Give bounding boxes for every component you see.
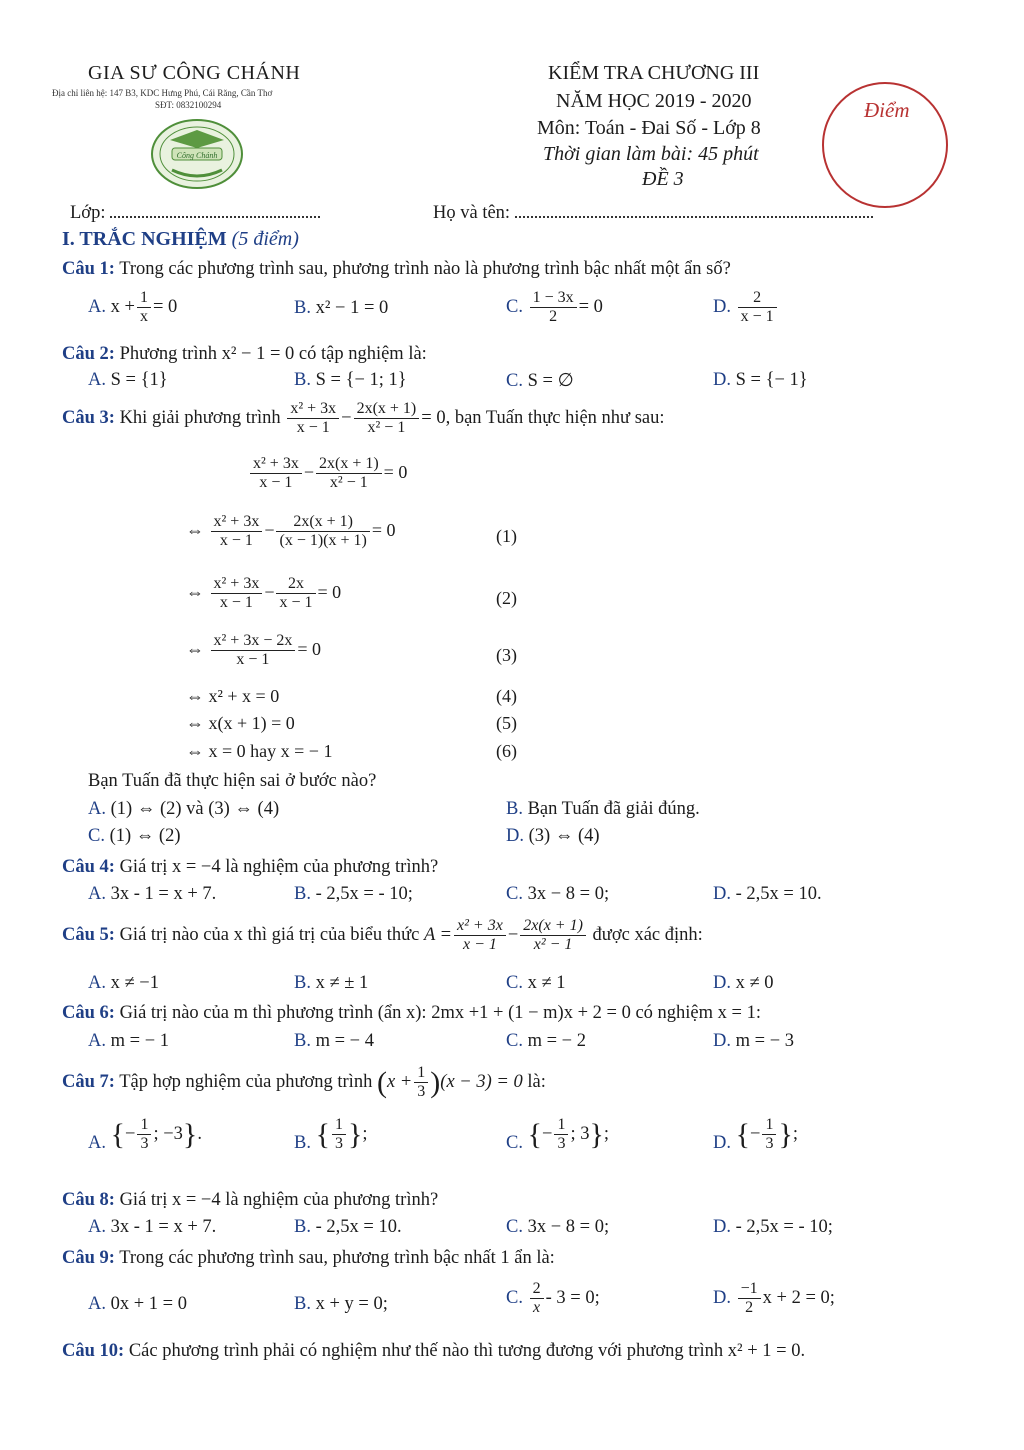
q4-option-a[interactable]: A. 3x - 1 = x + 7.	[88, 884, 217, 904]
school-name: GIA SƯ CÔNG CHÁNH	[88, 62, 301, 84]
name-label: Họ và tên:	[433, 203, 511, 223]
q3-step-2: ⇔ $\frac{\text{x² + 3x}}{x - 1}$ − $\frac{2x}{x - 1}$ = 0	[186, 575, 342, 612]
q3-step-1-number: (1)	[496, 526, 517, 546]
q3-step-2-number: (2)	[496, 588, 517, 608]
exam-code: ĐỀ 3	[642, 168, 684, 190]
q9-option-c[interactable]: C. $\frac{2}{x}$ - 3 = 0;	[506, 1280, 600, 1317]
q5-option-d[interactable]: D. x ≠ 0	[713, 973, 774, 993]
q1-option-c[interactable]: C. $\frac{1 - 3x}{2}$ = 0	[506, 289, 603, 326]
q9-option-d[interactable]: D. $\frac{-1}{2}$ x + 2 = 0;	[713, 1280, 835, 1317]
q3-option-d[interactable]: D. (3) ⇔ (4)	[506, 826, 600, 846]
q5-option-a[interactable]: A. x ≠ −1	[88, 973, 159, 993]
school-logo	[150, 118, 244, 190]
q6-option-d[interactable]: D. m = − 3	[713, 1031, 795, 1051]
class-blank[interactable]	[110, 204, 320, 218]
q4-option-d[interactable]: D. - 2,5x = 10.	[713, 884, 822, 904]
q9-option-b[interactable]: B. x + y = 0;	[294, 1294, 388, 1314]
question-6: Câu 6: Giá trị nào của m thì phương trình (ẩn x): 2mx +1 + (1 − m)x + 2 = 0 có nghiệm x = 1:	[62, 1003, 761, 1023]
q3-step-6: ⇔ x = 0 hay x = − 1	[186, 741, 333, 761]
q1-option-a[interactable]: A. x + $\frac{1}{x}$ = 0	[88, 289, 178, 326]
q8-option-d[interactable]: D. - 2,5x = - 10;	[713, 1217, 833, 1237]
school-year: NĂM HỌC 2019 - 2020	[556, 90, 752, 112]
q2-option-b[interactable]: B. S = {− 1; 1}	[294, 370, 407, 390]
question-2: Câu 2: Phương trình x² − 1 = 0 có tập nghiệm là:	[62, 344, 427, 364]
question-10: Câu 10: Các phương trình phải có nghiệm như thế nào thì tương đương với phương trình x² + 1 = 0.	[62, 1341, 806, 1361]
q5-option-b[interactable]: B. x ≠ ± 1	[294, 973, 369, 993]
school-address: Địa chỉ liên hệ: 147 B3, KDC Hưng Phú, Cái Răng, Cần Thơ	[52, 88, 273, 98]
q8-option-c[interactable]: C. 3x − 8 = 0;	[506, 1217, 610, 1237]
q9-option-a[interactable]: A. 0x + 1 = 0	[88, 1294, 187, 1314]
q3-step-3-number: (3)	[496, 645, 517, 665]
q8-option-b[interactable]: B. - 2,5x = 10.	[294, 1217, 402, 1237]
q3-step-1: ⇔ $\frac{\text{x² + 3x}}{x - 1}$ − $\frac{2x(x + 1)}{(x - 1)(x + 1)}$ = 0	[186, 513, 396, 550]
question-9: Câu 9: Trong các phương trình sau, phương trình bậc nhất 1 ẩn là:	[62, 1248, 555, 1268]
q3-option-c[interactable]: C. (1) ⇔ (2)	[88, 826, 181, 846]
school-phone: SĐT: 0832100294	[155, 100, 222, 110]
duration: Thời gian làm bài: 45 phút	[543, 143, 759, 165]
class-field[interactable]	[70, 203, 320, 224]
q6-option-b[interactable]: B. m = − 4	[294, 1031, 374, 1051]
question-4: Câu 4: Giá trị x = −4 là nghiệm của phương trình?	[62, 857, 439, 877]
question-8: Câu 8: Giá trị x = −4 là nghiệm của phương trình?	[62, 1190, 439, 1210]
logo-text: Công Chánh	[176, 151, 218, 160]
q3-option-b[interactable]: B. Bạn Tuấn đã giải đúng.	[506, 799, 700, 819]
q6-option-c[interactable]: C. m = − 2	[506, 1031, 586, 1051]
q3-question: Bạn Tuấn đã thực hiện sai ở bước nào?	[88, 771, 377, 791]
q7-option-a[interactable]: A. {− $\frac{1}{3}$ ; −3}.	[88, 1116, 202, 1153]
q6-option-a[interactable]: A. m = − 1	[88, 1031, 170, 1051]
q3-step-6-number: (6)	[496, 741, 517, 761]
question-5: Câu 5: Giá trị nào của x thì giá trị của biểu thức A = $\frac{\text{x² + 3x}}{x - 1}$ − $\frac{2x(x + 1)}{\text{x² − 1}}$ được xác định:	[62, 917, 703, 954]
q3-step-4-number: (4)	[496, 686, 517, 706]
q5-option-c[interactable]: C. x ≠ 1	[506, 973, 566, 993]
score-label: Điểm	[864, 98, 910, 122]
q1-option-b[interactable]: B. x² − 1 = 0	[294, 298, 389, 318]
q2-option-a[interactable]: A. S = {1}	[88, 370, 168, 390]
q3-step-5-number: (5)	[496, 713, 517, 733]
name-blank[interactable]	[515, 204, 873, 218]
q7-option-c[interactable]: C. {− $\frac{1}{3}$ ; 3};	[506, 1116, 609, 1153]
score-box[interactable]	[822, 82, 948, 208]
q3-step-3: ⇔ $\frac{\text{x² + 3x − 2x}}{x - 1}$ = 0	[186, 632, 321, 669]
q3-step-0: $\frac{\text{x² + 3x}}{x - 1}$ − $\frac{2x(x + 1)}{\text{x² − 1}}$ = 0	[248, 455, 407, 493]
q3-option-a[interactable]: A. (1) ⇔ (2) và (3) ⇔ (4)	[88, 799, 280, 819]
q2-option-c[interactable]: C. S = ∅	[506, 371, 574, 391]
class-label: Lớp:	[70, 203, 106, 223]
q7-option-d[interactable]: D. {− $\frac{1}{3}$ };	[713, 1116, 799, 1153]
section-title: I. TRẮC NGHIỆM (5 điểm)	[62, 228, 299, 250]
q4-option-b[interactable]: B. - 2,5x = - 10;	[294, 884, 413, 904]
q2-option-d[interactable]: D. S = {− 1}	[713, 370, 808, 390]
subject: Môn: Toán - Đai Số - Lớp 8	[537, 117, 761, 139]
name-field[interactable]	[433, 203, 873, 224]
exam-title: KIỂM TRA CHƯƠNG III	[548, 62, 760, 84]
q8-option-a[interactable]: A. 3x - 1 = x + 7.	[88, 1217, 217, 1237]
question-1: Câu 1: Trong các phương trình sau, phương trình nào là phương trình bậc nhất một ẩn số?	[62, 259, 731, 279]
question-7: Câu 7: Tập hợp nghiệm của phương trình (x + $\frac{1}{3}$ )(x − 3) = 0 là:	[62, 1064, 546, 1101]
q7-option-b[interactable]: B. { $\frac{1}{3}$ };	[294, 1116, 368, 1153]
q1-option-d[interactable]: D. $\frac{2}{x - 1}$	[713, 289, 779, 327]
q3-step-4: ⇔ x² + x = 0	[186, 686, 280, 706]
q3-step-5: ⇔ x(x + 1) = 0	[186, 713, 295, 733]
question-3: Câu 3: Khi giải phương trình $\frac{\text{x² + 3x}}{x - 1}$ − $\frac{2x(x + 1)}{\text{x² − 1}}$ = 0, bạn Tuấn thực hiện như sau:	[62, 400, 665, 437]
q4-option-c[interactable]: C. 3x − 8 = 0;	[506, 884, 610, 904]
